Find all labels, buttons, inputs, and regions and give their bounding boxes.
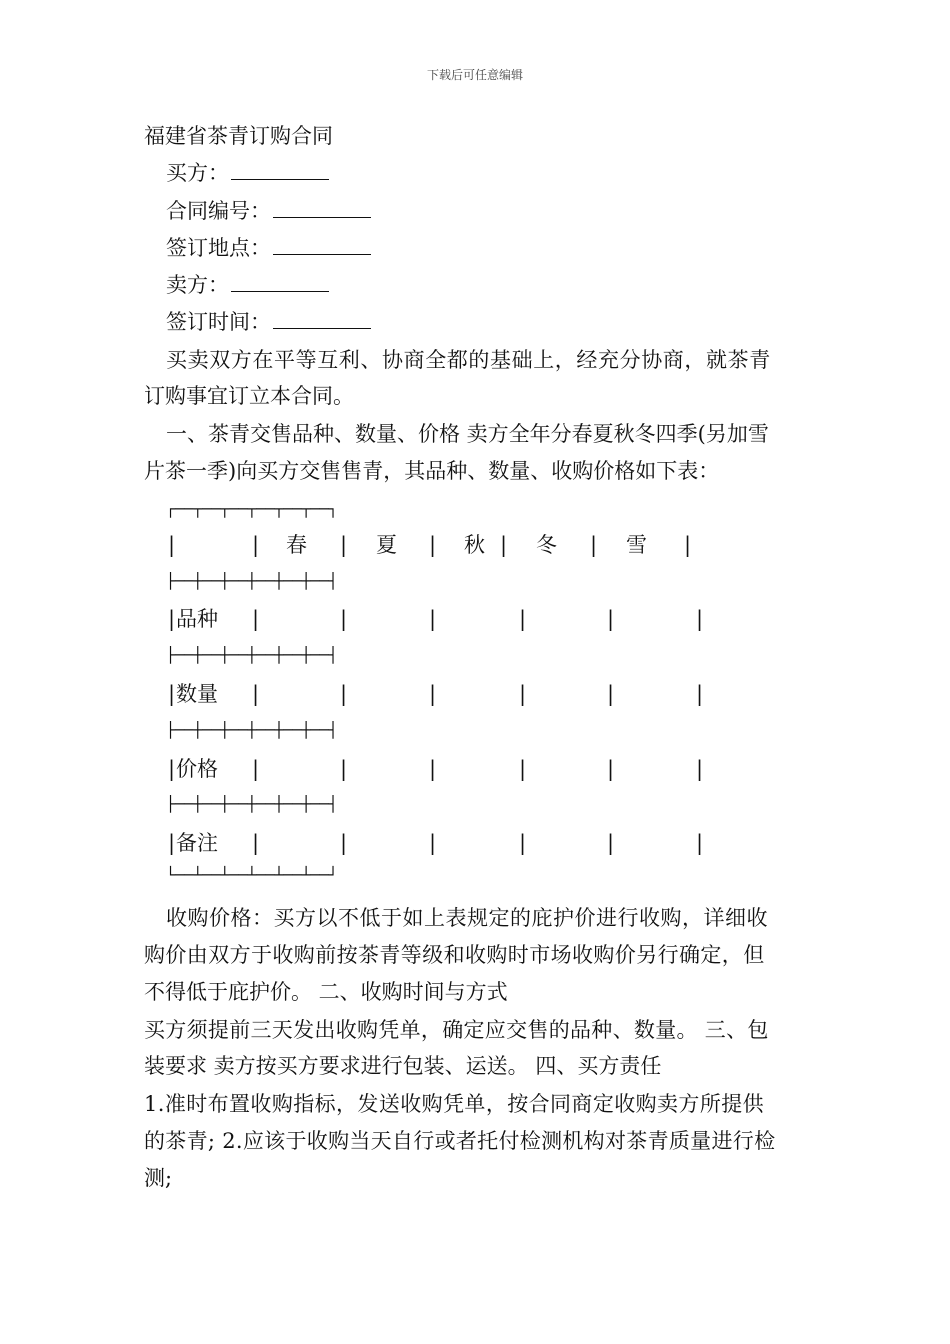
table-divider: |: [340, 533, 348, 557]
page-header: 下载后可任意编辑: [426, 68, 523, 82]
row-label-variety: 品种: [176, 607, 218, 631]
body-line-5: 装要求 卖方按买方要求进行包装、运送。 四、买方责任: [144, 1054, 662, 1078]
body-line-4: 买方须提前三天发出收购凭单，确定应交售的品种、数量。 三、包: [144, 1018, 769, 1042]
table-divider: |: [607, 831, 615, 855]
seller-field: [166, 273, 329, 297]
section1-line-1: 一、茶青交售品种、数量、价格 卖方全年分春夏秋冬四季(另加雪: [166, 422, 769, 446]
signing-place-field: [166, 236, 371, 260]
table-divider: |: [168, 682, 176, 706]
section1-line-2: 片茶一季)向买方交售售青，其品种、数量、收购价格如下表：: [144, 459, 720, 483]
table-divider: |: [168, 831, 176, 855]
signing-place-blank[interactable]: [273, 236, 371, 255]
column-winter: 冬: [536, 533, 557, 557]
body-line-8: 测;: [144, 1166, 173, 1190]
body-line-6: 1.准时布置收购指标，发送收购凭单，按合同商定收购卖方所提供: [144, 1092, 765, 1116]
table-divider: |: [500, 533, 508, 557]
table-row-border: ├──┼──┼──┼──┼──┼──┤: [166, 646, 338, 664]
table-divider: |: [607, 757, 615, 781]
table-divider: |: [252, 831, 260, 855]
table-divider: |: [696, 607, 704, 631]
table-divider: |: [252, 533, 260, 557]
buyer-label: 买方：: [166, 161, 229, 185]
column-summer: 夏: [376, 533, 397, 557]
contract-number-field: [166, 199, 371, 223]
body-line-7: 的茶青; 2.应该于收购当天自行或者托付检测机构对茶青质量进行检: [144, 1129, 776, 1153]
table-divider: |: [168, 607, 176, 631]
intro-line-2: 订购事宜订立本合同。: [144, 384, 354, 408]
table-divider: |: [519, 757, 527, 781]
table-divider: |: [429, 607, 437, 631]
signing-time-field: [166, 310, 371, 334]
document-title: 福建省茶青订购合同: [144, 124, 333, 148]
column-snow: 雪: [626, 533, 647, 557]
table-row: [166, 682, 726, 706]
signing-time-label: 签订时间：: [166, 310, 271, 334]
table-divider: |: [519, 682, 527, 706]
seller-blank[interactable]: [231, 273, 329, 292]
table-divider: |: [340, 757, 348, 781]
column-autumn: 秋: [464, 533, 485, 557]
table-divider: |: [429, 831, 437, 855]
table-row: [166, 831, 726, 855]
intro-line-1: 买卖双方在平等互利、协商全都的基础上，经充分协商，就茶青: [166, 348, 771, 372]
table-divider: |: [696, 831, 704, 855]
signing-time-blank[interactable]: [273, 310, 371, 329]
table-divider: |: [696, 757, 704, 781]
column-spring: 春: [286, 533, 307, 557]
table-row: [166, 607, 726, 631]
table-divider: |: [429, 533, 437, 557]
table-bottom-border: └──┴──┴──┴──┴──┴──┘: [166, 866, 338, 884]
table-row-border: ├──┼──┼──┼──┼──┼──┤: [166, 572, 338, 590]
contract-number-label: 合同编号：: [166, 199, 271, 223]
table-divider: |: [340, 607, 348, 631]
signing-place-label: 签订地点：: [166, 236, 271, 260]
table-divider: |: [607, 607, 615, 631]
row-label-remarks: 备注: [176, 831, 218, 855]
table-divider: |: [252, 607, 260, 631]
table-row-border: ├──┼──┼──┼──┼──┼──┤: [166, 721, 338, 739]
seller-label: 卖方：: [166, 273, 229, 297]
table-divider: |: [429, 757, 437, 781]
table-divider: |: [684, 533, 692, 557]
body-line-3: 不得低于庇护价。 二、收购时间与方式: [144, 980, 508, 1004]
table-divider: |: [607, 682, 615, 706]
table-divider: |: [252, 757, 260, 781]
table-divider: |: [519, 831, 527, 855]
contract-number-blank[interactable]: [273, 199, 371, 218]
table-divider: |: [590, 533, 598, 557]
table-divider: |: [340, 831, 348, 855]
table-divider: |: [168, 533, 176, 557]
table-top-border: ┌──┬──┬──┬──┬──┬──┐: [166, 500, 338, 518]
table-divider: |: [429, 682, 437, 706]
table-divider: |: [252, 682, 260, 706]
table-divider: |: [696, 682, 704, 706]
buyer-blank[interactable]: [231, 161, 329, 180]
table-divider: |: [519, 607, 527, 631]
table-row: [166, 757, 726, 781]
table-divider: |: [340, 682, 348, 706]
table-divider: |: [168, 757, 176, 781]
row-label-price: 价格: [176, 757, 218, 781]
buyer-field: [166, 161, 329, 185]
table-header-row: [166, 533, 726, 557]
body-line-2: 购价由双方于收购前按茶青等级和收购时市场收购价另行确定，但: [144, 943, 765, 967]
body-line-1: 收购价格：买方以不低于如上表规定的庇护价进行收购，详细收: [166, 906, 768, 930]
table-row-border: ├──┼──┼──┼──┼──┼──┤: [166, 795, 338, 813]
row-label-quantity: 数量: [176, 682, 218, 706]
